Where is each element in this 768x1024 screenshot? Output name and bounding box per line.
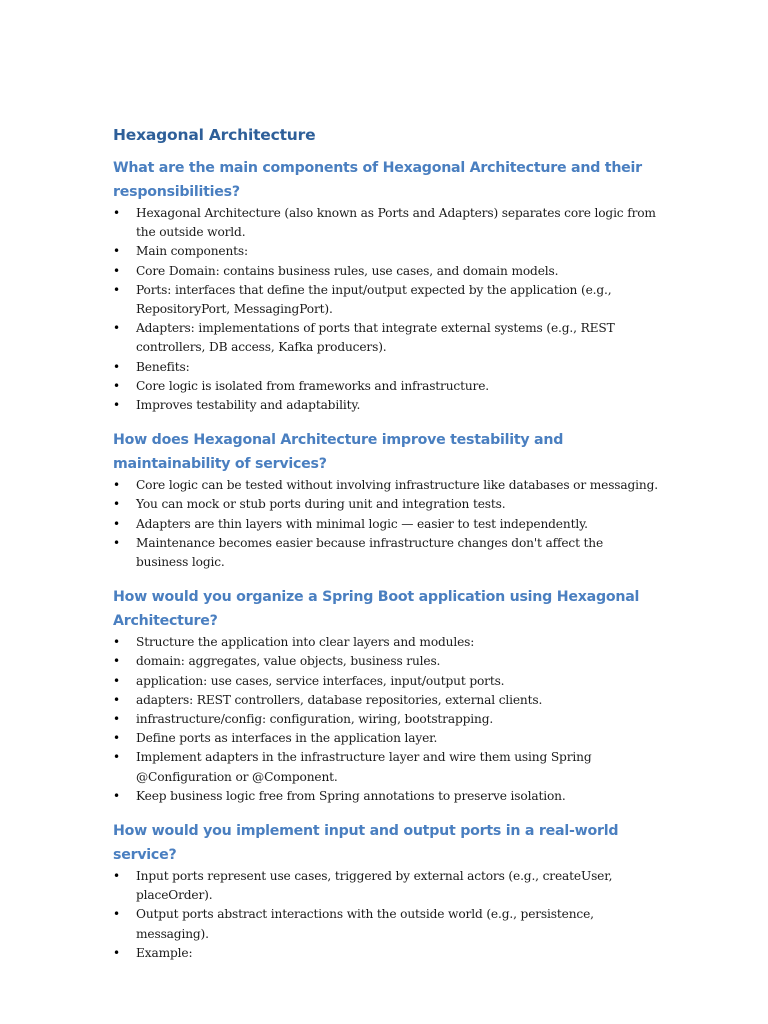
bullet-icon: • xyxy=(113,907,120,922)
qa-section xyxy=(113,429,658,572)
list-item xyxy=(113,748,658,786)
list-item xyxy=(113,691,658,710)
list-item xyxy=(113,652,658,671)
list-item-text: Output ports abstract interactions with the outside world (e.g., persistence, messaging). xyxy=(136,907,594,941)
list-item-text: adapters: REST controllers, database repositories, external clients. xyxy=(136,692,543,707)
list-item xyxy=(113,534,658,572)
list-item-text: Benefits: xyxy=(136,359,190,374)
list-item xyxy=(113,867,658,905)
list-item-text: Core logic is isolated from frameworks and infrastructure. xyxy=(136,378,490,393)
bullet-icon: • xyxy=(113,712,120,727)
list-item xyxy=(113,204,658,242)
bullet-list xyxy=(113,633,658,806)
list-item xyxy=(113,262,658,281)
list-item-text: Implement adapters in the infrastructure layer and wire them using Spring @Configuration or @Component. xyxy=(136,750,592,784)
bullet-icon: • xyxy=(113,535,120,550)
bullet-icon: • xyxy=(113,206,120,220)
list-item-text: Core Domain: contains business rules, use cases, and domain models. xyxy=(136,263,559,278)
list-item-text: Structure the application into clear layers and modules: xyxy=(136,635,475,650)
section-heading: How does Hexagonal Architecture improve testability and maintainability of services? xyxy=(113,432,564,472)
list-item xyxy=(113,377,658,396)
bullet-icon: • xyxy=(113,654,120,669)
bullet-icon: • xyxy=(113,244,120,259)
bullet-icon: • xyxy=(113,788,120,803)
qa-section xyxy=(113,157,658,415)
bullet-icon: • xyxy=(113,750,120,765)
list-item xyxy=(113,944,658,963)
section-heading: How would you implement input and output ports in a real-world service? xyxy=(113,823,619,863)
list-item-text: Adapters: implementations of ports that integrate external systems (e.g., REST controllers, DB access, Kafka producers). xyxy=(136,321,615,355)
list-item xyxy=(113,495,658,514)
list-item-text: Maintenance becomes easier because infrastructure changes don't affect the business logic. xyxy=(136,535,604,570)
bullet-list xyxy=(113,204,658,415)
list-item xyxy=(113,787,658,806)
bullet-icon: • xyxy=(113,263,120,278)
list-item xyxy=(113,319,658,357)
list-item-text: Define ports as interfaces in the application layer. xyxy=(136,731,438,746)
list-item xyxy=(113,281,658,319)
bullet-icon: • xyxy=(113,378,120,393)
bullet-icon: • xyxy=(113,282,120,297)
list-item xyxy=(113,358,658,377)
document-sections xyxy=(113,157,658,963)
list-item-text: Core logic can be tested without involving infrastructure like databases or messaging. xyxy=(136,478,659,493)
list-item xyxy=(113,242,658,261)
list-item xyxy=(113,515,658,534)
list-item-text: Improves testability and adaptability. xyxy=(136,398,361,413)
list-item-text: Hexagonal Architecture (also known as Ports and Adapters) separates core logic from the outside world. xyxy=(136,206,656,240)
list-item xyxy=(113,476,658,495)
section-heading: What are the main components of Hexagonal Architecture and their responsibilities? xyxy=(113,160,642,200)
bullet-icon: • xyxy=(113,321,120,336)
list-item-text: Main components: xyxy=(136,244,248,259)
list-item-text: infrastructure/config: configuration, wiring, bootstrapping. xyxy=(136,712,494,727)
bullet-list xyxy=(113,476,658,572)
list-item xyxy=(113,396,658,415)
list-item xyxy=(113,710,658,729)
list-item-text: Example: xyxy=(136,945,193,960)
qa-section xyxy=(113,820,658,963)
bullet-icon: • xyxy=(113,497,120,512)
document-title: Hexagonal Architecture xyxy=(113,126,316,144)
document-page xyxy=(113,124,658,977)
section-heading: How would you organize a Spring Boot application using Hexagonal Architecture? xyxy=(113,589,640,629)
bullet-icon: • xyxy=(113,516,120,531)
bullet-icon: • xyxy=(113,359,120,374)
list-item-text: You can mock or stub ports during unit and integration tests. xyxy=(136,497,506,512)
bullet-icon: • xyxy=(113,398,120,413)
bullet-icon: • xyxy=(113,673,120,688)
qa-section xyxy=(113,586,658,806)
list-item xyxy=(113,729,658,748)
list-item-text: Ports: interfaces that define the input/output expected by the application (e.g., RepositoryPort, MessagingPort). xyxy=(136,282,612,317)
bullet-icon: • xyxy=(113,945,120,960)
list-item xyxy=(113,633,658,652)
bullet-icon: • xyxy=(113,635,120,650)
list-item xyxy=(113,905,658,943)
bullet-icon: • xyxy=(113,478,120,493)
bullet-icon: • xyxy=(113,692,120,707)
list-item-text: domain: aggregates, value objects, business rules. xyxy=(136,654,441,669)
bullet-icon: • xyxy=(113,731,120,746)
bullet-list xyxy=(113,867,658,963)
list-item-text: Keep business logic free from Spring annotations to preserve isolation. xyxy=(136,788,566,803)
list-item xyxy=(113,672,658,691)
list-item-text: application: use cases, service interfaces, input/output ports. xyxy=(136,673,505,688)
bullet-icon: • xyxy=(113,869,120,884)
list-item-text: Adapters are thin layers with minimal logic — easier to test independently. xyxy=(136,516,588,531)
list-item-text: Input ports represent use cases, triggered by external actors (e.g., createUser, placeOrder). xyxy=(136,869,613,903)
